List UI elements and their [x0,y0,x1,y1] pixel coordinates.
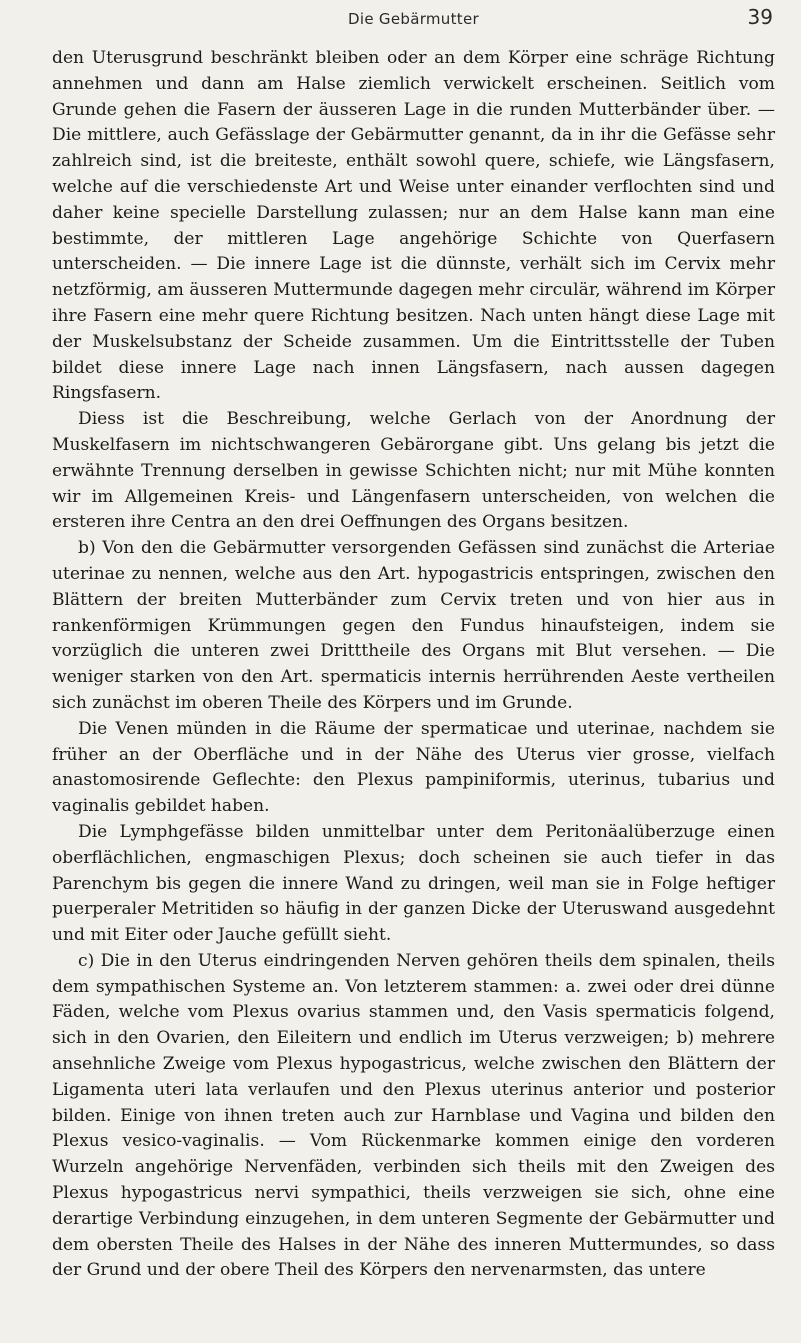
paragraph-outer-layer-continuation: den Uterusgrund beschränkt bleiben oder an dem Körper eine schräge Richtung annehmen und dann am Halse ziemlich verwickelt erscheinen. Seitlich vom Grunde gehen die Fasern der äusseren Lage in die runden Mutterbänder über. — Die mittlere, auch Gefässlage der Gebärmutter genannt, da in ihr die Gefässe sehr zahlreich sind, ist die breiteste, enthält sowohl quere, schiefe, wie Längsfasern, welche auf die verschiedenste Art und Weise unter einander verflochten sind und daher keine specielle Darstellung zulassen; nur an dem Halse kann man eine bestimmte, der mittleren Lage angehörige Schichte von Querfasern unterscheiden. — Die innere Lage ist die dünnste, verhält sich im Cervix mehr netzförmig, am äusseren Muttermunde dagegen mehr circulär, während im Körper ihre Fasern eine mehr quere Richtung besitzen. Nach unten hängt diese Lage mit der Muskelsubstanz der Scheide zusammen. Um die Eintrittsstelle der Tuben bildet diese innere Lage nach innen Längsfasern, nach aussen dagegen Ringsfasern. [52,48,775,404]
paragraph-nerves: c) Die in den Uterus eindringenden Nerven gehören theils dem spinalen, theils dem sympathischen Systeme an. Von letzterem stammen: a. zwei oder drei dünne Fäden, welche vom Plexus ovarius stammen und, den Vasis spermaticis folgend, sich in den Ovarien, den Eileitern und endlich im Uterus verzweigen; b) mehrere ansehnliche Zweige vom Plexus hypogastricus, welche zwischen den Blättern der Ligamenta uteri lata verlaufen und den Plexus uterinus anterior und posterior bilden. Einige von ihnen treten auch zur Harnblase und Vagina und bilden den Plexus vesico-vaginalis. — Vom Rückenmarke kommen einige den vorderen Wurzeln angehörige Nervenfäden, verbinden sich theils mit den Zweigen des Plexus hypogastricus nervi sympathici, theils verzweigen sie sich, ohne eine derartige Verbindung einzugehen, in dem unteren Segmente der Gebärmutter und dem obersten Theile des Halses in der Nähe des inneren Muttermundes, so dass der Grund und der obere Theil des Körpers den nervenarmsten, das untere [52,950,775,1281]
paragraph-vessels-arteries: b) Von den die Gebärmutter versorgenden Gefässen sind zunächst die Arteriae uterinae zu nennen, welche aus den Art. hypogastricis entspringen, zwischen den Blättern der breiten Mutterbänder zum Cervix treten und von hier aus in rankenförmigen Krümmungen gegen den Fundus hinaufsteigen, indem sie vorzüglich die unteren zwei Dritttheile des Organs mit Blut versehen. — Die weniger starken von den Art. spermaticis internis herrührenden Aeste vertheilen sich zunächst im oberen Theile des Körpers und im Grunde. [52,538,775,713]
paragraph-lymph-vessels: Die Lymphgefässe bilden unmittelbar unter dem Peritonäalüberzuge einen oberflächlichen, engmaschigen Plexus; doch scheinen sie auch tiefer in das Parenchym bis gegen die innere Wand zu dringen, weil man sie in Folge heftiger puerperaler Metritiden so häufig in der ganzen Dicke der Uteruswand ausgedehnt und mit Eiter oder Jauche gefüllt sieht. [52,821,775,946]
paragraph-gerlach-description: Diess ist die Beschreibung, welche Gerlach von der Anordnung der Muskelfasern im nichtschwangeren Gebärorgane gibt. Uns gelang bis jetzt die erwähnte Trennung derselben in gewisse Schichten nicht; nur mit Mühe konnten wir im Allgemeinen Kreis- und Längenfasern unterscheiden, von welchen die ersteren ihre Centra an den drei Oeffnungen des Organs besitzen. [52,409,775,533]
page-number: 39 [747,5,773,29]
running-title: Die Gebärmutter [348,10,479,28]
running-head [52,4,775,34]
body-text [52,46,775,1284]
paragraph-veins: Die Venen münden in die Räume der spermaticae und uterinae, nachdem sie früher an der Oberfläche und in der Nähe des Uterus vier grosse, vielfach anastomosirende Geflechte: den Plexus pampiniformis, uterinus, tubarius und vaginalis gebildet haben. [52,718,775,817]
